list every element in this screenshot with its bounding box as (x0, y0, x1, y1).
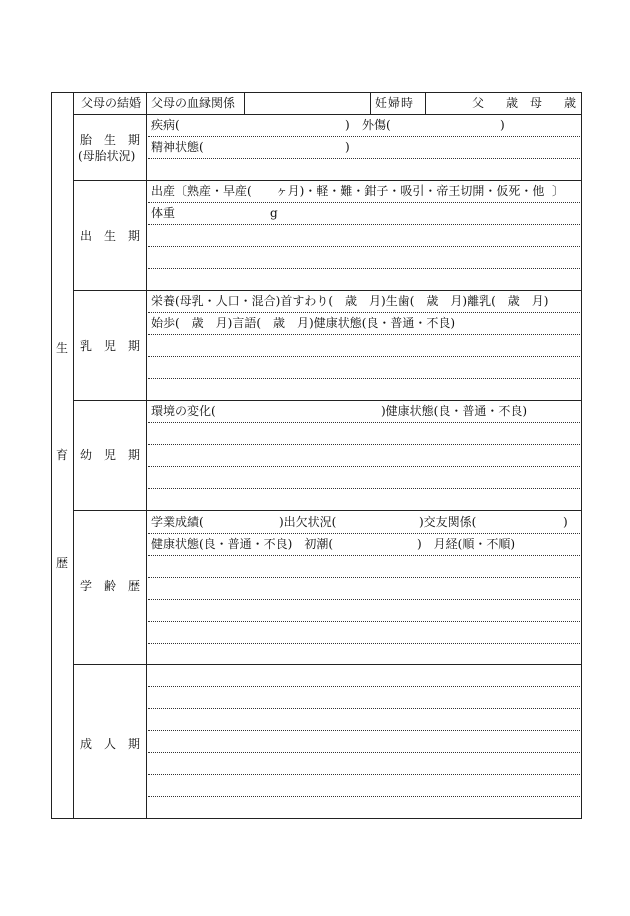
friends-field[interactable] (478, 514, 560, 530)
divider-toddler (73, 510, 582, 511)
infant-line-2[interactable]: 始歩( 歳 月)言語( 歳 月)健康状態(良・普通・不良) (151, 316, 456, 330)
divider-title-col (73, 92, 74, 819)
infant-rule-4 (148, 378, 580, 379)
illness-field[interactable] (190, 117, 340, 133)
adult-period-label: 成 人 期 (80, 737, 141, 751)
menses-label[interactable]: ) 月経(順・不順) (417, 537, 516, 551)
fetal-rule-2 (148, 158, 580, 159)
toddler-health-status[interactable]: )健康状態(良・普通・不良) (381, 404, 528, 418)
infant-rule-2 (148, 334, 580, 335)
parents-blood-relation-label: 父母の血縁関係 (151, 96, 236, 110)
divider-infant (73, 400, 582, 401)
school-rule-4 (148, 599, 580, 600)
fetal-rule-1 (148, 136, 580, 137)
mental-state-label: 精神状態( (151, 140, 204, 154)
divider-label-col (146, 92, 147, 819)
birth-rule-4 (148, 268, 580, 269)
section-title-char-1: 生 (56, 341, 69, 355)
adult-rule-1 (148, 686, 580, 687)
fetal-period-label: 胎 生 期 (80, 133, 141, 147)
school-age-label: 学 齢 歴 (80, 579, 141, 593)
delivery-options[interactable]: 出産〔熟産・早産( ヶ月)・軽・難・鉗子・吸引・帝王切開・仮死・他 (151, 184, 545, 198)
section-title-char-3: 歴 (56, 556, 69, 570)
father-label: 父 (472, 96, 485, 110)
parents-blood-relation-field[interactable] (246, 94, 368, 113)
birth-rule-3 (148, 246, 580, 247)
school-rule-6 (148, 643, 580, 644)
weight-label: 体重 (151, 206, 176, 220)
school-health-label[interactable]: 健康状態(良・普通・不良) 初潮( (151, 537, 334, 551)
divider-header-pregnancy (370, 92, 371, 114)
mental-state-close: ) (345, 140, 350, 154)
injury-field[interactable] (396, 117, 496, 133)
weight-unit: g (270, 206, 278, 220)
school-rule-3 (148, 577, 580, 578)
school-rule-1 (148, 533, 580, 534)
injury-label: 外傷( (362, 118, 391, 132)
toddler-period-label: 幼 児 期 (80, 448, 141, 462)
birth-period-label: 出 生 期 (80, 229, 141, 243)
mother-label: 母 (530, 96, 543, 110)
toddler-rule-4 (148, 488, 580, 489)
mental-state-field[interactable] (205, 139, 340, 155)
friends-close: ) (563, 515, 568, 529)
adult-rule-4 (148, 752, 580, 753)
toddler-rule-2 (148, 444, 580, 445)
mother-age-field[interactable] (544, 94, 562, 113)
birth-rule-1 (148, 202, 580, 203)
adult-rule-5 (148, 774, 580, 775)
attendance-field[interactable] (338, 514, 416, 530)
fetal-period-sublabel: (母胎状況) (78, 149, 136, 163)
birth-rule-2 (148, 224, 580, 225)
father-age-field[interactable] (486, 94, 504, 113)
environment-change-label: 環境の変化( (151, 404, 216, 418)
weight-field[interactable] (180, 205, 266, 221)
friends-label: )交友関係( (419, 515, 477, 529)
divider-header-field (244, 92, 245, 114)
mother-age-unit: 歳 (564, 96, 577, 110)
divider-birth (73, 290, 582, 291)
adult-rule-6 (148, 796, 580, 797)
infant-line-1[interactable]: 栄養(母乳・人口・混合)首すわり( 歳 月)生歯( 歳 月)離乳( 歳 月) (151, 294, 549, 308)
delivery-close: 〕 (552, 184, 565, 198)
toddler-rule-1 (148, 422, 580, 423)
school-rule-2 (148, 555, 580, 556)
school-rule-5 (148, 621, 580, 622)
pregnancy-label: 妊婦時 (375, 96, 415, 110)
divider-header (73, 114, 582, 115)
illness-close: ) (345, 118, 350, 132)
grades-field[interactable] (206, 514, 276, 530)
infant-period-label: 乳 児 期 (80, 339, 141, 353)
divider-header-ages (425, 92, 426, 114)
infant-rule-1 (148, 312, 580, 313)
injury-close: ) (500, 118, 505, 132)
grades-label: 学業成績( (151, 515, 204, 529)
divider-school (73, 664, 582, 665)
parents-marriage-label: 父母の結婚 (81, 96, 142, 110)
adult-rule-3 (148, 730, 580, 731)
section-title-char-2: 育 (56, 448, 69, 462)
father-age-unit: 歳 (506, 96, 519, 110)
illness-label: 疾病( (151, 118, 180, 132)
attendance-label: )出欠状況( (279, 515, 337, 529)
menarche-field[interactable] (336, 536, 414, 552)
infant-rule-3 (148, 356, 580, 357)
environment-change-field[interactable] (218, 403, 378, 419)
divider-fetal (73, 180, 582, 181)
adult-rule-2 (148, 708, 580, 709)
toddler-rule-3 (148, 466, 580, 467)
